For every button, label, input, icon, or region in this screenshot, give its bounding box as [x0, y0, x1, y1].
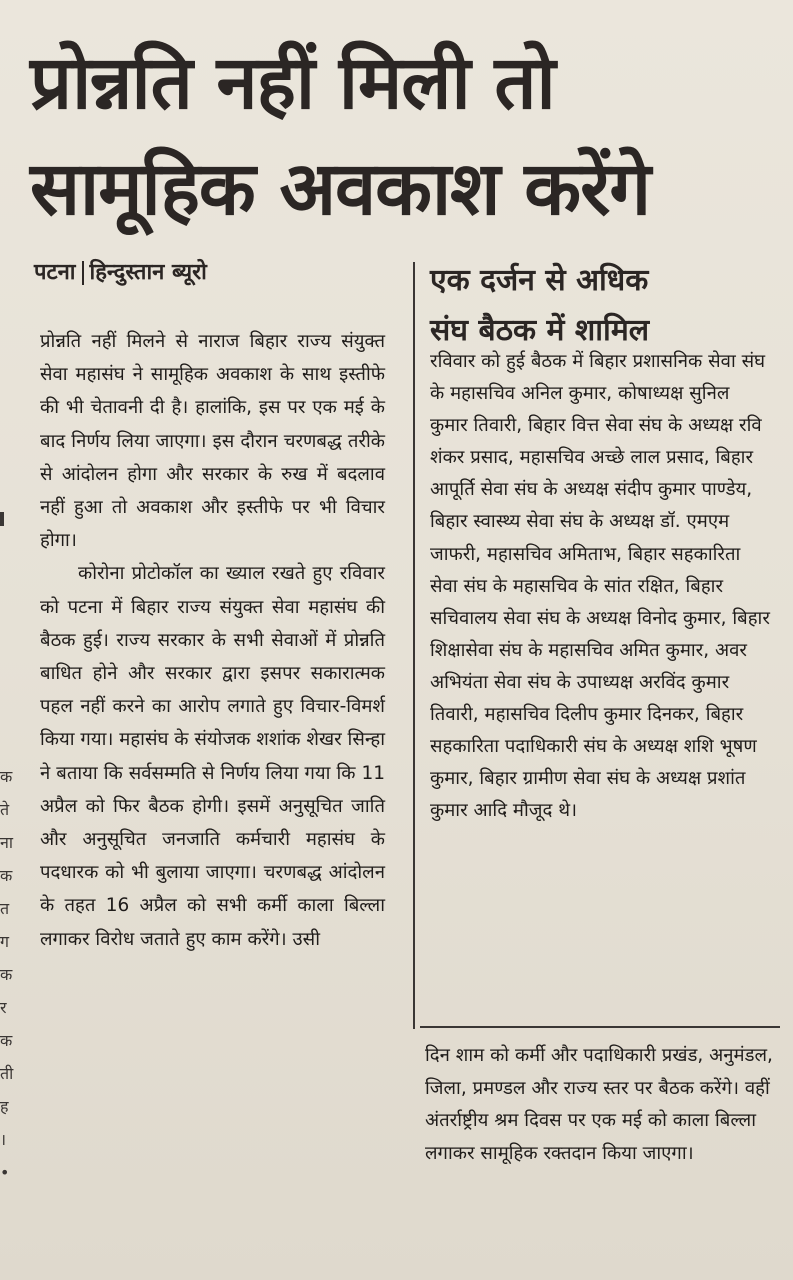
byline-source: हिन्दुस्तान ब्यूरो: [89, 260, 207, 285]
left-edge-fragments: [0, 760, 16, 1189]
sidebar-box: [430, 346, 770, 827]
article-paragraph-1: प्रोन्नति नहीं मिलने से नाराज बिहार राज्य संयुक्त सेवा महासंघ ने सामूहिक अवकाश के साथ इस्तीफे की भी चेतावनी दी है। हालांकि, इस पर एक मई के बाद निर्णय लिया जाएगा। इस दौरान चरणबद्ध तरीके से आंदोलन होगा और सरकार के रुख में बदलाव नहीं हुआ तो अवकाश और इस्तीफे पर भी विचार होगा।: [40, 331, 385, 552]
article-paragraph-2: कोरोना प्रोटोकॉल का ख्याल रखते हुए रविवार को पटना में बिहार राज्य संयुक्त सेवा महासंघ की बैठक हुई। राज्य सरकार के सभी सेवाओं में प्रोन्नति बाधित होने और सरकार द्वारा इसपर सकारात्मक पहल नहीं करने का आरोप लगाते हुए विचार-विमर्श किया गया। महासंघ के संयोजक शशांक शेखर सिन्हा ने बताया कि सर्वसम्मति से निर्णय लिया गया कि 11 अप्रैल को फिर बैठक होगी। इसमें अनुसूचित जाति और अनुसूचित जनजाति कर्मचारी महासंघ के पदधारक को भी बुलाया जाएगा। चरणबद्ध आंदोलन के तहत 16 अप्रैल को सभी कर्मी काला बिल्ला लगाकर विरोध जताते हुए काम करेंगे। उसी: [40, 563, 385, 950]
headline-line-2: सामूहिक अवकाश करेंगे: [30, 146, 651, 232]
byline: [34, 256, 207, 286]
article-continuation-text: दिन शाम को कर्मी और पदाधिकारी प्रखंड, अनुमंडल, जिला, प्रमण्डल और राज्य स्तर पर बैठक करेंगे। वहीं अंतर्राष्ट्रीय श्रम दिवस पर एक मई को काला बिल्ला लगाकर सामूहिक रक्तदान किया जाएगा।: [425, 1045, 773, 1164]
left-edge-fragment: ते: [0, 800, 10, 819]
sidebar-heading: [430, 256, 770, 356]
article-continuation: [425, 1040, 775, 1170]
left-edge-fragment: ह: [0, 1097, 9, 1116]
sidebar-bottom-rule: [420, 1026, 780, 1028]
left-edge-fragment: र: [0, 998, 7, 1017]
left-edge-fragment: ती: [0, 1064, 14, 1083]
left-edge-fragment: ।: [0, 1130, 7, 1149]
left-edge-fragment: त: [0, 899, 10, 918]
left-edge-fragment: •: [0, 1163, 10, 1182]
headline: [30, 30, 770, 242]
left-edge-fragment: क: [0, 866, 13, 885]
left-edge-fragment: क: [0, 965, 13, 984]
column-divider-vertical: [413, 262, 415, 1029]
left-edge-fragment: क: [0, 1031, 13, 1050]
byline-separator: [82, 261, 84, 285]
sidebar-body: रविवार को हुई बैठक में बिहार प्रशासनिक सेवा संघ के महासचिव अनिल कुमार, कोषाध्यक्ष सुनिल कुमार तिवारी, बिहार वित्त सेवा संघ के अध्यक्ष रवि शंकर प्रसाद, महासचिव अच्छे लाल प्रसाद, बिहार आपूर्ति सेवा संघ के अध्यक्ष संदीप कुमार पाण्डेय, बिहार स्वास्थ्य सेवा संघ के अध्यक्ष डॉ. एमएम जाफरी, महासचिव अमिताभ, बिहार सहकारिता सेवा संघ के महासचिव के सांत रक्षित, बिहार सचिवालय सेवा संघ के अध्यक्ष विनोद कुमार, बिहार शिक्षासेवा संघ के महासचिव अमित कुमार, अवर अभियंता सेवा संघ के उपाध्यक्ष अरविंद कुमार तिवारी, महासचिव दिलीप कुमार दिनकर, बिहार सहकारिता पदाधिकारी संघ के अध्यक्ष शशि भूषण कुमार, बिहार ग्रामीण सेवा संघ के अध्यक्ष प्रशांत कुमार आदि मौजूद थे।: [430, 351, 770, 822]
headline-line-1: प्रोन्नति नहीं मिली तो: [30, 40, 555, 126]
sidebar-heading-line-2: संघ बैठक में शामिल: [430, 313, 650, 348]
article-left-column: [40, 325, 385, 956]
left-edge-fragment: ना: [0, 833, 14, 852]
byline-place: पटना: [34, 260, 76, 285]
left-edge-fragment: क: [0, 767, 13, 786]
left-edge-fragment: ग: [0, 932, 10, 951]
sidebar-heading-line-1: एक दर्जन से अधिक: [430, 263, 649, 298]
left-edge-mark: [0, 512, 4, 526]
